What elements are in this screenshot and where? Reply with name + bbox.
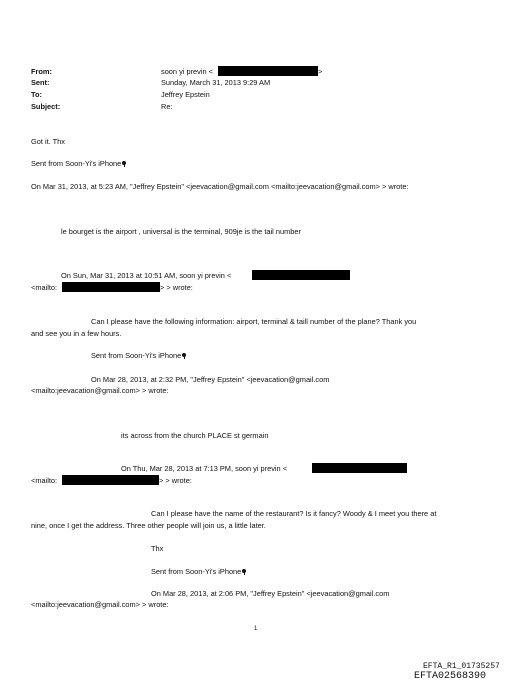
message-2b: and see you in a few hours. xyxy=(31,329,122,338)
redaction-box xyxy=(62,475,159,485)
from-suffix: > xyxy=(318,67,323,76)
message-4b: nine, once I get the address. Three other people will join us, a little later. xyxy=(31,521,266,530)
quote-header-2a: On Sun, Mar 31, 2013 at 10:51 AM, soon yi previn < xyxy=(61,271,232,280)
message-1: le bourget is the airport , universal is the terminal, 909je is the tail number xyxy=(61,227,301,236)
location-pin-icon xyxy=(122,161,126,165)
message-4a: Can I please have the name of the restaurant? Is it fancy? Woody & I meet you there at xyxy=(151,509,437,518)
quote-header-3a: On Mar 28, 2013, at 2:32 PM, "Jeffrey Epstein" <jeevacation@gmail.com xyxy=(91,375,330,384)
signature-text: Sent from Soon-Yi's iPhone xyxy=(91,351,182,360)
signature-text: Sent from Soon-Yi's iPhone xyxy=(151,567,242,576)
signature-line-3 xyxy=(151,567,246,576)
redaction-box xyxy=(252,270,350,280)
quote-header-4b-suffix: > > wrote: xyxy=(159,476,192,485)
quote-header-5a: On Mar 28, 2013, at 2:06 PM, "Jeffrey Epstein" <jeevacation@gmail.com xyxy=(151,589,390,598)
to-label: To: xyxy=(31,90,42,99)
subject-value: Re: xyxy=(161,102,173,111)
sent-value: Sunday, March 31, 2013 9:29 AM xyxy=(161,78,271,87)
quote-header-4b-prefix: <mailto: xyxy=(31,476,58,485)
from-label: From: xyxy=(31,67,52,76)
message-3: its across from the church PLACE st germain xyxy=(121,431,269,440)
thx-line: Thx xyxy=(151,544,164,553)
quote-header-2b-suffix: > > wrote: xyxy=(160,283,193,292)
message-2a: Can I please have the following information: airport, terminal & taill number of the plane? Thank you xyxy=(91,317,417,326)
bates-ref-2: EFTA02568390 xyxy=(414,671,487,682)
redaction-box xyxy=(312,463,407,473)
redaction-box xyxy=(218,66,318,76)
quote-header-1: On Mar 31, 2013, at 5:23 AM, "Jeffrey Epstein" <jeevacation@gmail.com <mailto:jeevacation@gmail.com> > wrote: xyxy=(31,182,409,191)
quote-header-3b: <mailto:jeevacation@gmail.com> > wrote: xyxy=(31,386,169,395)
sent-label: Sent: xyxy=(31,78,50,87)
page-number: 1 xyxy=(254,626,258,632)
bates-ref-1: EFTA_R1_01735257 xyxy=(423,662,500,671)
location-pin-icon xyxy=(182,353,186,357)
to-value: Jeffrey Epstein xyxy=(161,90,210,99)
from-value: soon yi previn < xyxy=(161,67,213,76)
quote-header-4a: On Thu, Mar 28, 2013 at 7:13 PM, soon yi previn < xyxy=(121,464,288,473)
reply-line: Got it. Thx xyxy=(31,137,65,146)
location-pin-icon xyxy=(242,569,246,573)
quote-header-2b-prefix: <mailto: xyxy=(31,283,58,292)
signature-line xyxy=(31,159,126,168)
quote-header-5b: <mailto:jeevacation@gmail.com> > wrote: xyxy=(31,600,169,609)
signature-text: Sent from Soon-Yi's iPhone xyxy=(31,159,122,168)
subject-label: Subject: xyxy=(31,102,61,111)
redaction-box xyxy=(62,282,160,292)
signature-line-2 xyxy=(91,351,186,360)
